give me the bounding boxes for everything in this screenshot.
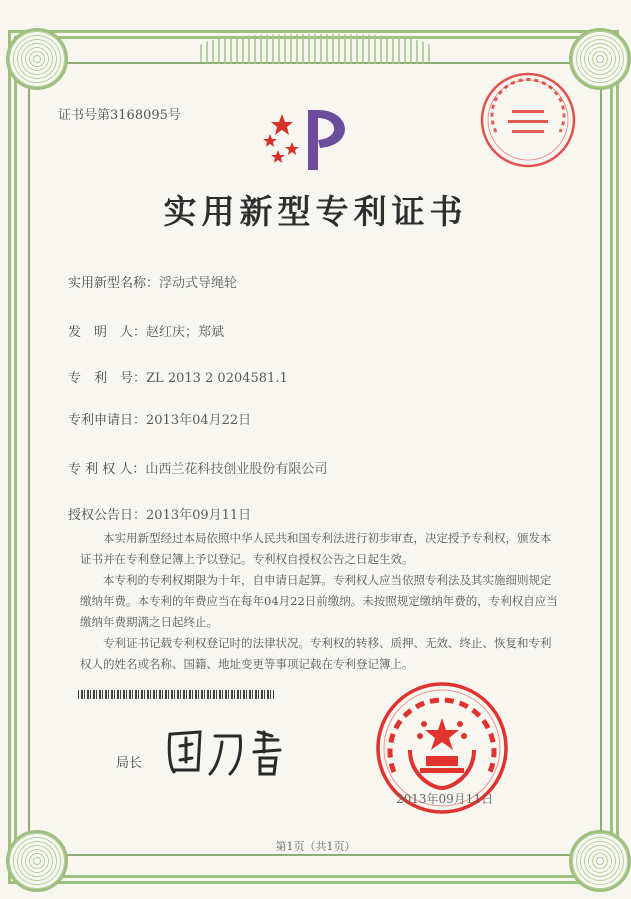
inventor-label: 发 明 人： [68,325,147,340]
filing-date-value: 2013年04月22日 [146,413,252,428]
filing-date-row [68,409,251,428]
grant-date-label: 授权公告日： [68,508,147,523]
certificate-title: 实用新型专利证书 [163,192,468,231]
inventor-value: 赵红庆；郑斌 [146,325,225,340]
patent-number-label: 专 利 号： [68,371,147,386]
certificate-number: 证书号第3168095号 [58,108,181,123]
seal-date: 2013年09月11日 [396,792,494,806]
director-signature [160,722,310,782]
corner-ornament-top-right [569,28,631,90]
filing-date-label: 专利申请日： [68,413,147,428]
grant-date-row [68,504,251,523]
page-number: 第1页（共1页） [275,840,356,853]
body-paragraph: 本实用新型经过本局依照中华人民共和国专利法进行初步审查，决定授予专利权，颁发本证书并在专利登记簿上予以登记。专利权自授权公告之日起生效。 [80,531,552,566]
star-icons [263,114,299,163]
director-label: 局长 [116,756,143,771]
patent-office-logo [256,100,366,180]
certificate-body-text [80,528,560,675]
agency-seal [478,70,578,170]
utility-model-name-row [68,272,237,291]
patentee-label: 专 利 权 人： [68,462,146,477]
grant-date-value: 2013年09月11日 [146,508,252,523]
body-paragraph: 本专利的专利权期限为十年，自申请日起算。专利权人应当依照专利法及其实施细则规定缴纳年费。本专利的年费应当在每年04月22日前缴纳。未按照规定缴纳年费的，专利权自应当缴纳年费期满之日起终止。 [80,573,558,629]
patent-number-row [68,367,288,386]
barcode [78,690,274,699]
top-ornament [200,34,430,64]
patentee-value: 山西兰花科技创业股份有限公司 [145,462,328,477]
inventor-row [68,321,224,340]
patent-number-value: ZL 2013 2 0204581.1 [146,371,288,386]
body-paragraph: 专利证书记载专利权登记时的法律状况。专利权的转移、质押、无效、终止、恢复和专利权人的姓名或名称、国籍、地址变更等事项记载在专利登记簿上。 [80,636,552,671]
utility-model-name-label: 实用新型名称： [68,276,160,291]
patentee-row [68,458,327,477]
utility-model-name-value: 浮动式导绳轮 [159,276,238,291]
corner-ornament-top-left [6,28,68,90]
